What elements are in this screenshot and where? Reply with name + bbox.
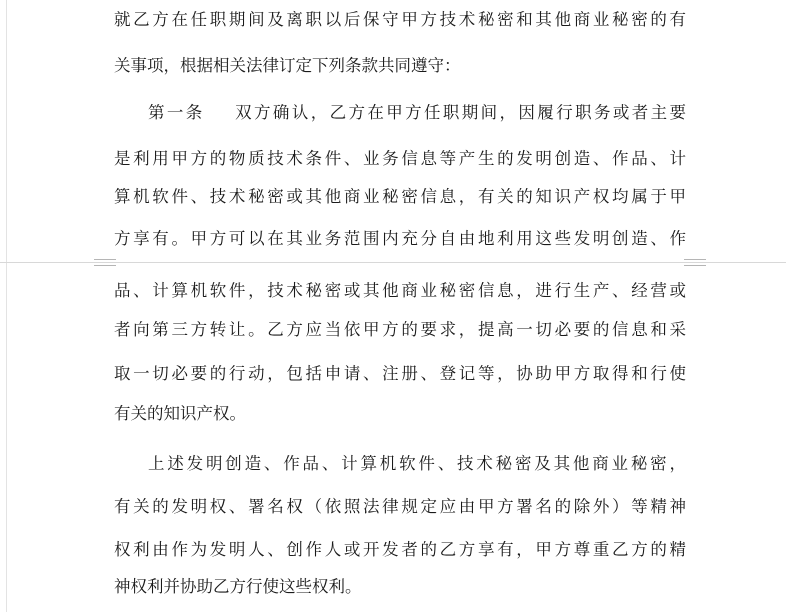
text-line: 有关的知识产权。 bbox=[114, 404, 246, 423]
text-line: 方享有。甲方可以在其业务范围内充分自由地利用这些发明创造、作 bbox=[114, 229, 686, 248]
text-line: 品、计算机软件，技术秘密或其他商业秘密信息，进行生产、经营或 bbox=[114, 281, 686, 300]
text-line: 关事项，根据相关法律订定下列条款共同遵守： bbox=[114, 56, 461, 75]
left-margin-marker bbox=[94, 259, 116, 266]
text-line: 是利用甲方的物质技术条件、业务信息等产生的发明创造、作品、计 bbox=[114, 149, 686, 168]
text-line: 取一切必要的行动，包括申请、注册、登记等，协助甲方取得和行使 bbox=[114, 364, 686, 383]
text-line: 者向第三方转让。乙方应当依甲方的要求，提高一切必要的信息和采 bbox=[114, 320, 686, 339]
text-line: 神权利并协助乙方行使这些权利。 bbox=[114, 577, 362, 596]
article-1-heading-line: 第一条 双方确认，乙方在甲方任职期间，因履行职务或者主要 bbox=[148, 103, 686, 122]
page-left-edge bbox=[6, 0, 7, 612]
right-margin-marker bbox=[684, 259, 706, 266]
paragraph-2-first-line: 上述发明创造、作品、计算机软件、技术秘密及其他商业秘密， bbox=[148, 454, 686, 473]
page-break-line bbox=[0, 262, 786, 263]
text-line: 有关的发明权、署名权（依照法律规定应由甲方署名的除外）等精神 bbox=[114, 497, 686, 516]
text-line: 算机软件、技术秘密或其他商业秘密信息，有关的知识产权均属于甲 bbox=[114, 187, 686, 206]
text-line: 就乙方在任职期间及离职以后保守甲方技术秘密和其他商业秘密的有 bbox=[114, 10, 686, 29]
text-line: 权利由作为发明人、创作人或开发者的乙方享有，甲方尊重乙方的精 bbox=[114, 540, 686, 559]
